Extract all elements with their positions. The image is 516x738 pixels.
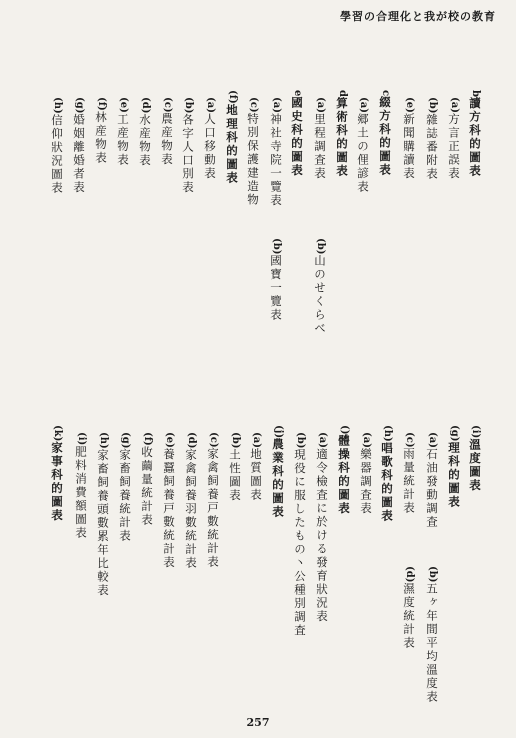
lower-entry: (e)養蠶飼養戸數統計表 [162, 432, 176, 570]
lower-second-entry: (b)五ヶ年間平均溫度表 [425, 566, 439, 704]
lower-entry: (g)理科的圖表 [447, 425, 461, 509]
lower-second-entry: (d)濕度統計表 [402, 566, 416, 650]
upper-entry: d算術科的圖表 [335, 90, 349, 178]
lower-entry: (c)家禽飼養戸數統計表 [206, 432, 220, 570]
upper-entry: (b)各字人口別表 [181, 97, 195, 195]
upper-entry: (e)新聞購讀表 [402, 97, 416, 181]
upper-entry: (d)水産物表 [138, 97, 152, 168]
upper-second-entry: (b)山のせくらべ [313, 238, 327, 336]
upper-entry: (a)郷土の俚諺表 [356, 97, 370, 194]
upper-entry: (a)方言正誤表 [447, 97, 461, 181]
lower-entry: (d)家禽飼養羽數統計表 [184, 432, 198, 570]
page-number: 257 [246, 716, 270, 729]
lower-entry: (b)土性圖表 [228, 432, 242, 503]
upper-entry: (c)特別保護建造物 [246, 97, 260, 208]
upper-entry: b讀方科的圖表 [468, 90, 482, 178]
lower-entry: (a)樂器調査表 [359, 432, 373, 516]
upper-entry: (a)里程調査表 [313, 97, 327, 181]
lower-entry: (f)收繭量統計表 [140, 432, 154, 527]
upper-entry: e國史科的圖表 [290, 90, 304, 178]
lower-entry: (b)現役に服したもの丶公種別調査 [293, 432, 307, 638]
lower-entry: (h)家畜飼養頭數累年比較表 [96, 432, 110, 598]
lower-entry: (k)家事科的圖表 [50, 425, 64, 523]
lower-entry: (a)地質圖表 [249, 432, 263, 502]
upper-entry: (e)工産物表 [116, 97, 130, 167]
lower-entry: ()體操科的圖表 [337, 425, 351, 516]
lower-entry: (a)適令檢査に於ける發育狀況表 [315, 432, 329, 624]
upper-entry: (g)婚姻離婚者表 [72, 97, 86, 195]
running-header-title: 學習の合理化と我が校の教育 [340, 10, 496, 23]
lower-entry: (h)唱歌科的圖表 [380, 425, 394, 523]
upper-entry: (c)農産物表 [160, 97, 174, 167]
upper-entry: (f)地理科的圖表 [225, 90, 239, 185]
lower-entry: (j)農業科的圖表 [271, 425, 285, 520]
lower-entry: (g)家畜飼養統計表 [118, 432, 132, 543]
running-header [30, 8, 496, 26]
lower-entry: (c)雨量統計表 [402, 432, 416, 516]
upper-entry: (f)林産物表 [94, 97, 108, 165]
upper-entry: (a)人口移動表 [203, 97, 217, 181]
upper-second-entry: (b)國寶一覽表 [269, 238, 283, 322]
lower-entry: (i)肥料消費額圖表 [74, 432, 88, 540]
upper-entry: (b)雜誌番附表 [425, 97, 439, 181]
upper-entry: (h)信仰狀況圖表 [50, 97, 64, 195]
upper-entry: c綴方科的圖表 [378, 90, 392, 178]
lower-entry: (i)溫度圖表 [468, 425, 482, 493]
upper-entry: (a)神社寺院一覽表 [269, 97, 283, 208]
lower-entry: (a)石油發動調査 [425, 432, 439, 529]
